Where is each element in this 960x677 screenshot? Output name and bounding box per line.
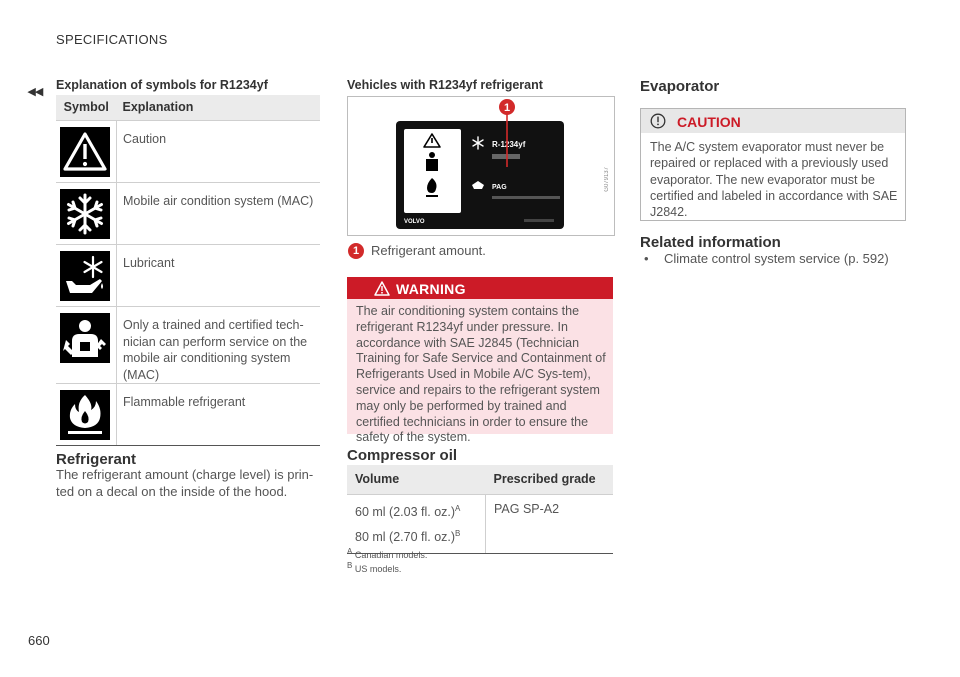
footnote-a: $^A$ Canadian models. — [347, 547, 428, 560]
table-row — [56, 245, 320, 307]
symbols-col-symbol: Symbol — [56, 95, 117, 121]
oil-col-grade: Prescribed grade — [486, 465, 614, 495]
figure-code: G079137 — [604, 167, 610, 192]
symbol-explanation: Flammable refrigerant — [117, 384, 321, 446]
related-info-heading: Related information — [640, 234, 781, 251]
callout-badge: 1 — [348, 243, 364, 259]
warning-triangle-icon — [374, 281, 390, 296]
symbol-explanation: Caution — [117, 121, 321, 183]
technician-icon — [60, 313, 110, 363]
table-row — [56, 183, 320, 245]
snowflake-icon — [60, 189, 110, 239]
footnotes — [347, 547, 427, 574]
symbol-explanation: Mobile air condition system (MAC) — [117, 183, 321, 245]
caution-label: CAUTION — [677, 114, 741, 130]
symbols-col-explanation: Explanation — [117, 95, 321, 121]
compressor-oil-table — [347, 465, 613, 554]
bullet-icon: • — [644, 251, 649, 266]
symbols-table-title: Explanation of symbols for R1234yf — [56, 78, 268, 92]
list-item[interactable] — [640, 251, 910, 266]
decal-brand: VOLVO — [404, 219, 425, 225]
table-row — [347, 495, 613, 554]
table-row — [56, 307, 320, 384]
flame-icon — [60, 390, 110, 440]
caution-info-icon — [650, 113, 666, 129]
decal-pag-label: PAG — [492, 184, 507, 191]
oil-volume-canada: 60 ml (2.03 fl. oz.)$^A$ — [355, 504, 461, 520]
decal-illustration — [348, 97, 614, 235]
refrigerant-heading: Refrigerant — [56, 451, 137, 468]
oil-volume-us: 80 ml (2.70 fl. oz.)$^B$ — [355, 529, 461, 545]
warning-label: WARNING — [396, 281, 466, 297]
symbol-explanation: Lubricant — [117, 245, 321, 307]
caution-triangle-icon — [60, 127, 110, 177]
footnote-b: $^B$ US models. — [347, 560, 402, 574]
lubricant-icon — [60, 251, 110, 301]
related-info-list — [640, 251, 910, 266]
symbols-table — [56, 95, 320, 446]
refrigerant-decal-figure — [347, 96, 615, 236]
callout-text: Refrigerant amount. — [371, 243, 486, 258]
decal-section-title: Vehicles with R1234yf refrigerant — [347, 78, 543, 92]
decal-callout-number: 1 — [503, 102, 511, 114]
warning-text: The air conditioning system contains the refrigerant R1234yf under pressure. In accordance with SAE J2845 (Technician Training for Safe Service and Containment of Refrigerants Used in Mobile A/C Sys-tem), service and repairs to the refrigerant system may only be performed by trained and certified technicians in order to ensure the safety of the system. — [356, 304, 606, 445]
compressor-oil-heading: Compressor oil — [347, 447, 458, 464]
table-row — [56, 384, 320, 446]
caution-box — [640, 108, 906, 221]
caution-text: The A/C system evaporator must never be repaired or replaced with a previously used evaporator. The new evaporator must be certified and labeled in accordance with SAE J2842. — [650, 140, 898, 220]
decal-r1234yf-label: R-1234yf — [492, 140, 526, 149]
warning-box — [347, 277, 613, 445]
oil-grade: PAG SP-A2 — [486, 495, 614, 554]
previous-page-marker: ◂◂ — [28, 83, 44, 100]
related-link-climate-service[interactable]: Climate control system service (p. 592) — [664, 251, 889, 266]
page-section-title: SPECIFICATIONS — [56, 32, 168, 47]
oil-col-volume: Volume — [347, 465, 486, 495]
symbol-explanation: Only a trained and certified tech-nician can perform service on the mobile air conditioning system (MAC) — [117, 307, 321, 384]
evaporator-heading: Evaporator — [640, 78, 720, 95]
refrigerant-text: The refrigerant amount (charge level) is prin-ted on a decal on the inside of the hood. — [56, 467, 314, 499]
table-row — [56, 121, 320, 183]
page-number: 660 — [28, 633, 50, 648]
